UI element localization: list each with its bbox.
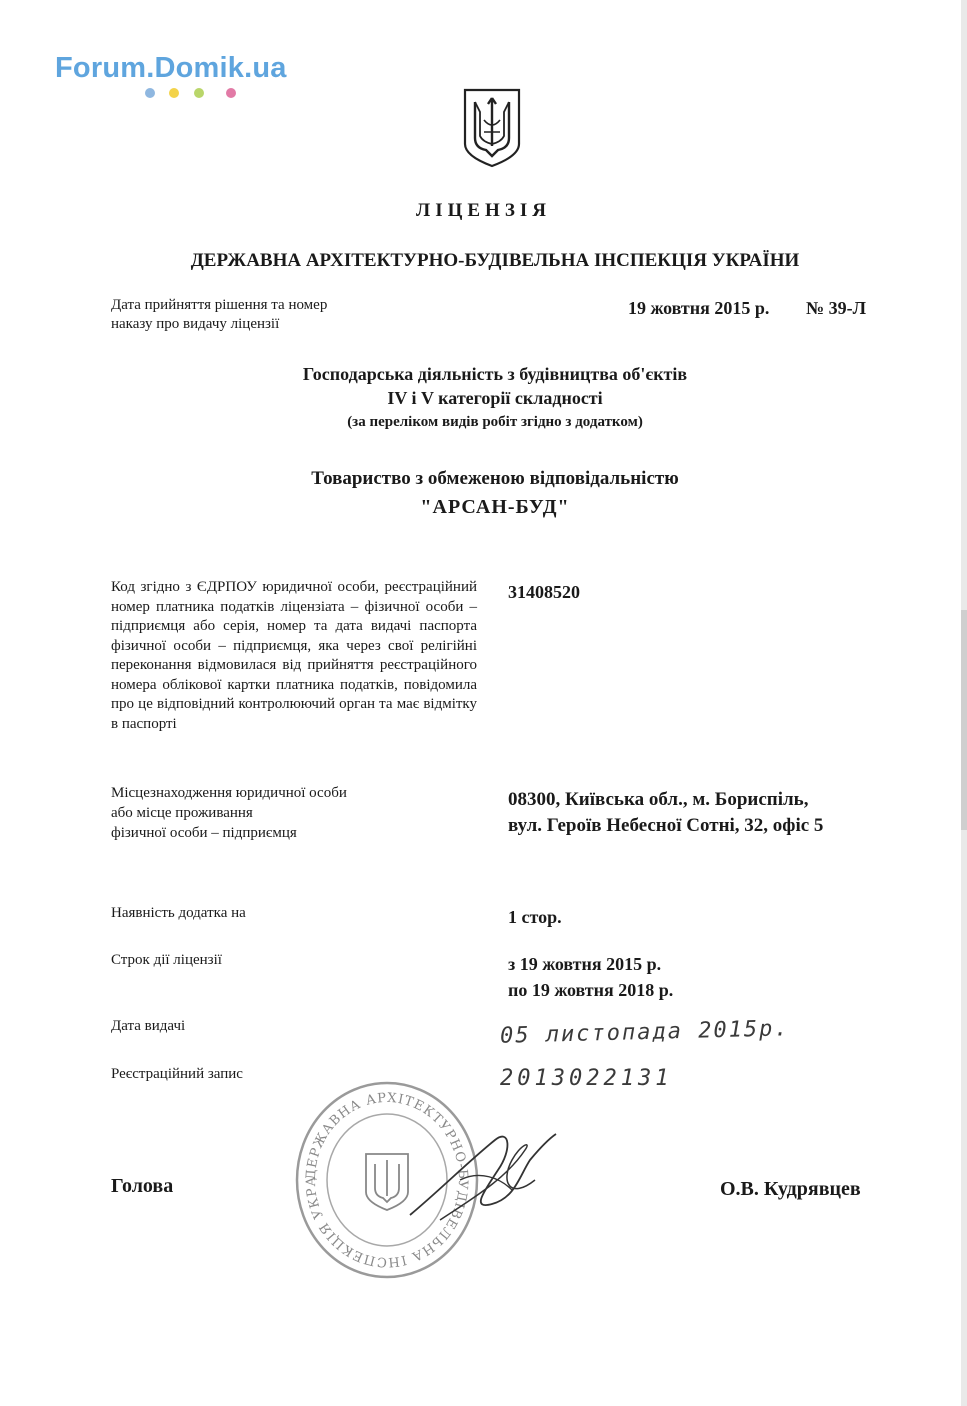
signatory-position: Голова — [111, 1175, 174, 1197]
signature — [400, 1120, 570, 1240]
appendix-value: 1 стор. — [508, 907, 562, 927]
location-label-line: Місцезнаходження юридичної особи — [111, 785, 347, 801]
location-label-line: фізичної особи – підприємця — [111, 825, 297, 841]
activity-note: (за переліком видів робіт згідно з додатком) — [347, 414, 643, 430]
code-value: 31408520 — [508, 582, 580, 602]
decision-label — [111, 296, 327, 334]
registration-label: Реєстраційний запис — [111, 1066, 243, 1082]
scrollbar-thumb[interactable] — [961, 610, 967, 830]
decision-date: 19 жовтня 2015 р. — [628, 298, 770, 318]
watermark-dot — [169, 88, 179, 98]
location-value-line: вул. Героїв Небесної Сотні, 32, офіс 5 — [508, 815, 824, 836]
watermark-logo: Forum.Domik.ua — [55, 52, 287, 84]
term-label: Строк дії ліцензії — [111, 952, 222, 968]
location-value — [508, 787, 823, 839]
signatory-name: О.В. Кудрявцев — [720, 1178, 861, 1200]
code-label: Код згідно з ЄДРПОУ юридичної особи, реєстраційний номер платника податків ліцензіата – фізичної особи – підприємця або серія, номер та дата видачі паспорта фізичної особи – підприємця, яка через свої релігійні переконання відмовилася від прийняття реєстраційного номера облікової картки платника податків, повідомила про це відповідний контролюючий орган та має відмітку в паспорті — [111, 579, 477, 732]
registration-handwritten: 2013022131 — [500, 1066, 673, 1091]
term-to: по 19 жовтня 2018 р. — [508, 980, 674, 1000]
watermark-dot — [145, 88, 155, 98]
document-title: ЛІЦЕНЗІЯ — [416, 200, 551, 221]
term-from: з 19 жовтня 2015 р. — [508, 954, 662, 974]
watermark-dot — [226, 88, 236, 98]
decision-label-line: Дата прийняття рішення та номер — [111, 297, 328, 313]
company-type: Товариство з обмеженою відповідальністю — [311, 468, 679, 489]
activity-line-2: IV і V категорії складності — [387, 388, 603, 408]
trident-icon — [461, 86, 523, 170]
location-value-line: 08300, Київська обл., м. Бориспіль, — [508, 789, 809, 810]
issue-date-handwritten: 05 листопада 2015р. — [499, 1016, 790, 1049]
watermark-dots — [142, 88, 242, 100]
issuing-authority: ДЕРЖАВНА АРХІТЕКТУРНО-БУДІВЕЛЬНА ІНСПЕКЦІЯ УКРАЇНИ — [190, 250, 800, 271]
location-label-line: або місце проживання — [111, 805, 253, 821]
appendix-label: Наявність додатка на — [111, 905, 246, 921]
issue-date-label: Дата видачі — [111, 1018, 186, 1034]
decision-number: № 39-Л — [806, 298, 866, 318]
watermark-dot — [194, 88, 204, 98]
decision-label-line: наказу про видачу ліцензії — [111, 316, 280, 332]
company-name: "АРСАН-БУД" — [420, 496, 570, 518]
activity-line-1: Господарська діяльність з будівництва об'єктів — [302, 364, 688, 384]
seal-text: ДЕРЖАВНА АРХІТЕКТУРНО-БУДІВЕЛЬНА ІНСПЕКЦІЯ УКРА — [303, 1090, 471, 1270]
location-label — [111, 783, 347, 843]
